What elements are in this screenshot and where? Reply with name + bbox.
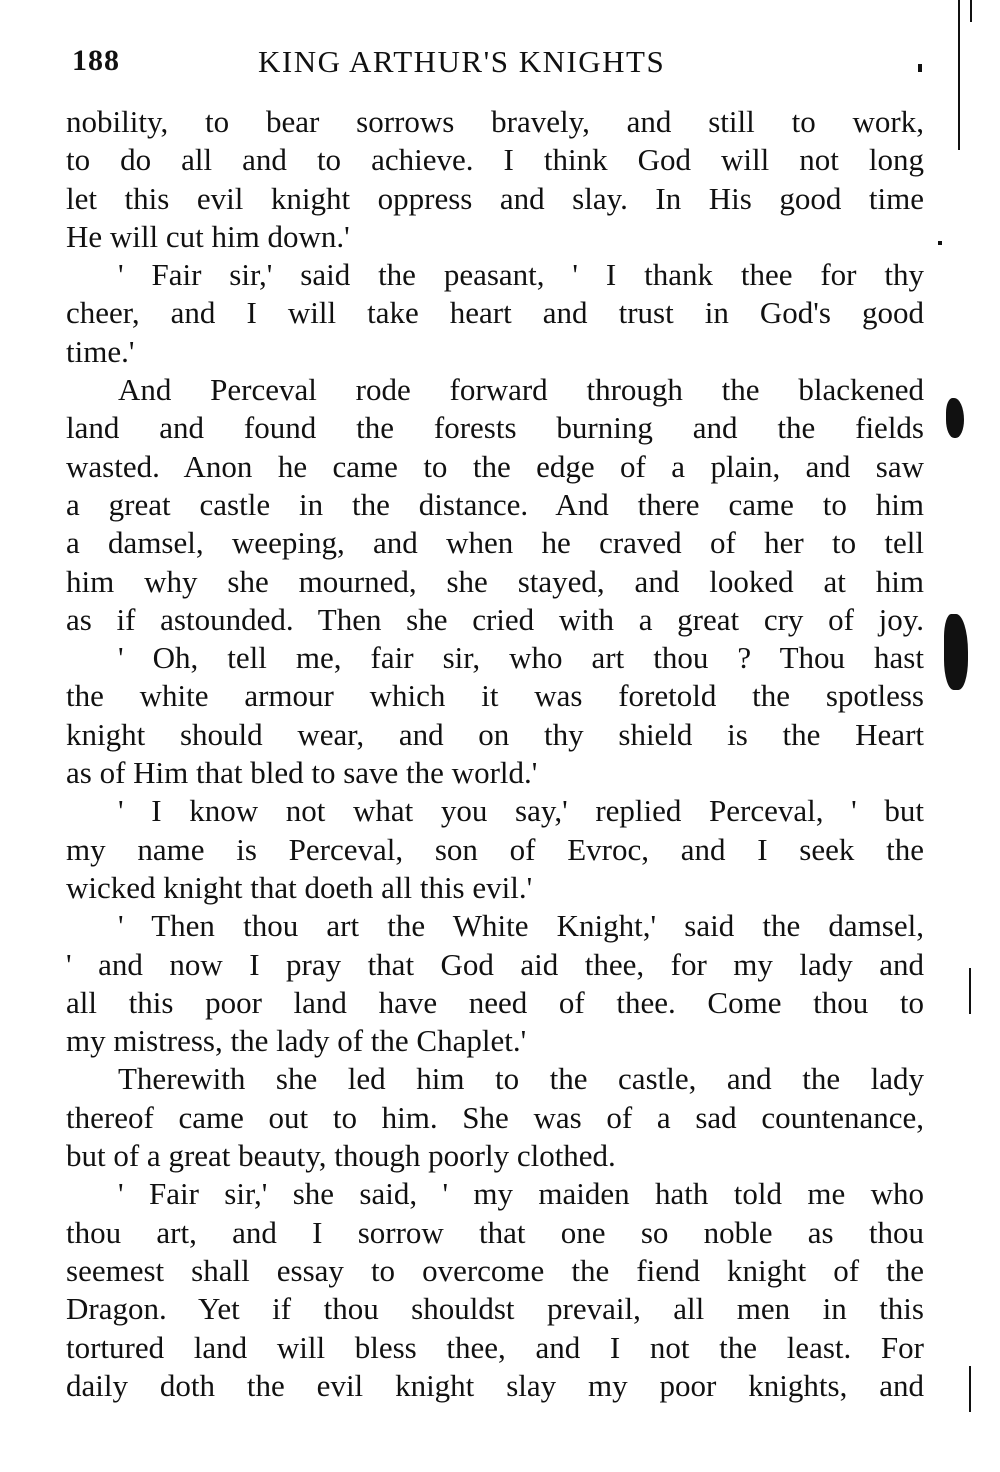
text-line: ' Fair sir,' said the peasant, ' I thank thee for thy bbox=[118, 257, 924, 293]
scan-speck bbox=[918, 64, 922, 72]
text-line: but of a great beauty, though poorly clothed. bbox=[66, 1138, 616, 1174]
text-line: my mistress, the lady of the Chaplet.' bbox=[66, 1023, 527, 1059]
text-line: to do all and to achieve. I think God will not long bbox=[66, 142, 924, 178]
text-line: ' Fair sir,' she said, ' my maiden hath told me who bbox=[118, 1176, 924, 1212]
text-line: wasted. Anon he came to the edge of a plain, and saw bbox=[66, 448, 924, 484]
scan-edge-line bbox=[958, 0, 960, 150]
text-line: ' I know not what you say,' replied Perceval, ' but bbox=[118, 793, 924, 829]
text-line: cheer, and I will take heart and trust in God's good bbox=[66, 295, 924, 331]
text-line: tortured land will bless thee, and I not the least. For bbox=[66, 1329, 924, 1365]
text-line: nobility, to bear sorrows bravely, and still to work, bbox=[66, 104, 924, 139]
scan-blot bbox=[944, 614, 968, 690]
page-number: 188 bbox=[72, 44, 120, 77]
text-line: let this evil knight oppress and slay. In His good time bbox=[66, 180, 924, 216]
text-line: my name is Perceval, son of Evroc, and I seek the bbox=[66, 831, 924, 867]
text-line: all this poor land have need of thee. Come thou to bbox=[66, 984, 924, 1020]
text-line: thereof came out to him. She was of a sad countenance, bbox=[66, 1099, 924, 1135]
scan-edge-line bbox=[969, 968, 971, 1014]
page-header bbox=[72, 40, 922, 88]
text-line: land and found the forests burning and the fields bbox=[66, 410, 924, 446]
text-line: ' and now I pray that God aid thee, for my lady and bbox=[66, 946, 924, 982]
text-line: as if astounded. Then she cried with a great cry of joy. bbox=[66, 601, 924, 637]
text-line: He will cut him down.' bbox=[66, 218, 350, 254]
text-line: ' Oh, tell me, fair sir, who art thou ? Thou hast bbox=[118, 640, 924, 676]
text-line: daily doth the evil knight slay my poor knights, and bbox=[66, 1367, 924, 1403]
text-line: a damsel, weeping, and when he craved of her to tell bbox=[66, 525, 924, 561]
text-line: wicked knight that doeth all this evil.' bbox=[66, 869, 533, 905]
text-line: a great castle in the distance. And there came to him bbox=[66, 486, 924, 522]
text-line: ' Then thou art the White Knight,' said the damsel, bbox=[118, 908, 924, 944]
scan-blot bbox=[946, 398, 964, 438]
text-line: as of Him that bled to save the world.' bbox=[66, 755, 538, 791]
text-line: Dragon. Yet if thou shouldst prevail, all men in this bbox=[66, 1291, 924, 1327]
text-line: Therewith she led him to the castle, and the lady bbox=[118, 1061, 924, 1097]
text-line: the white armour which it was foretold the spotless bbox=[66, 678, 924, 714]
text-line: And Perceval rode forward through the blackened bbox=[118, 372, 924, 408]
text-line: time.' bbox=[66, 333, 135, 369]
text-line: seemest shall essay to overcome the fiend knight of the bbox=[66, 1252, 924, 1288]
body-text bbox=[66, 103, 924, 1405]
scan-edge-line bbox=[970, 0, 972, 22]
text-line: him why she mourned, she stayed, and looked at him bbox=[66, 563, 924, 599]
running-title: KING ARTHUR'S KNIGHTS bbox=[258, 44, 666, 79]
text-line: knight should wear, and on thy shield is the Heart bbox=[66, 716, 924, 752]
text-line: thou art, and I sorrow that one so noble as thou bbox=[66, 1214, 924, 1250]
scan-edge-line bbox=[969, 1366, 971, 1412]
scan-speck bbox=[938, 241, 942, 245]
